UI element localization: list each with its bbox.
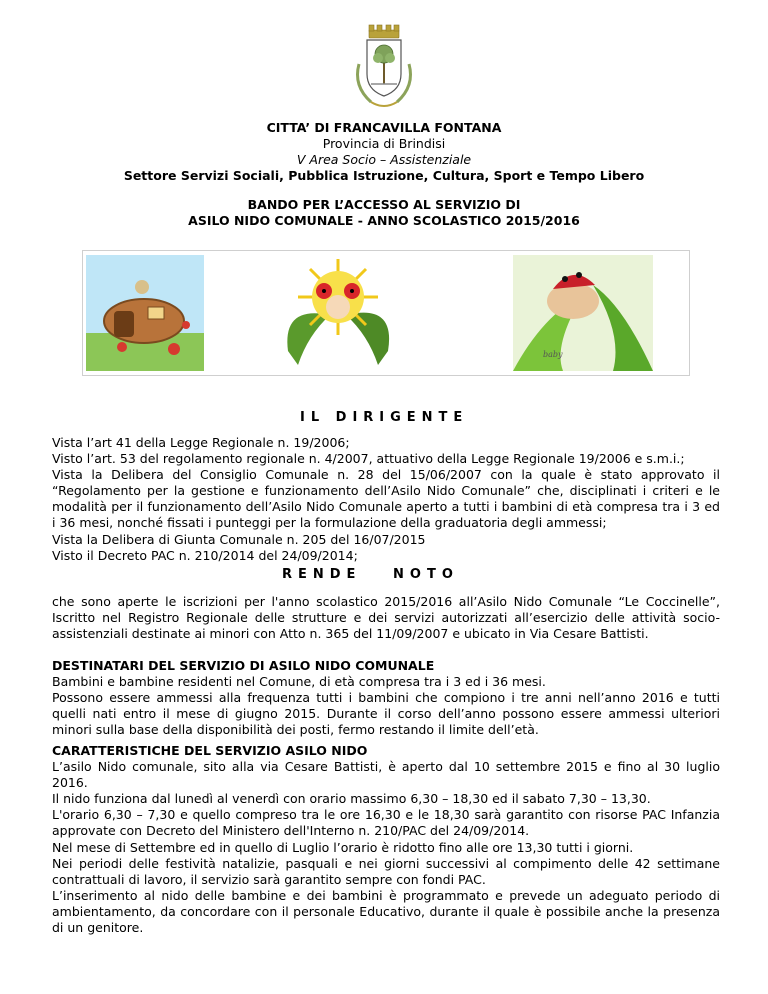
caratteristiche-line: L’asilo Nido comunale, sito alla via Cesare Battisti, è aperto dal 10 settembre 2015 e fino al 30 luglio 2016. [52,759,720,791]
title-line-2: ASILO NIDO COMUNALE - ANNO SCOLASTICO 2015/2016 [188,213,580,228]
log-house-illustration [86,255,204,371]
caratteristiche-section [52,743,720,936]
rende-noto-heading: RENDE NOTO [282,567,459,582]
city-name: CITTA’ DI FRANCAVILLA FONTANA [266,120,502,135]
destinatari-line: Bambini e bambine residenti nel Comune, di età compresa tra i 3 ed i 36 mesi. [52,674,546,690]
sector: Settore Servizi Sociali, Pubblica Istruzione, Cultura, Sport e Tempo Libero [123,168,645,183]
dirigente-section [52,435,720,564]
area: V Area Socio – Assistenziale [296,152,472,167]
dirigente-line: Vista l’art 41 della Legge Regionale n. 19/2006; [52,435,350,450]
dirigente-line: Vista la Delibera di Giunta Comunale n. 205 del 16/07/2015 [52,531,426,547]
caratteristiche-line: Nei periodi delle festività natalizie, pasquali e nei giorni successivi al compimento delle 42 settimane contrattuali di lavoro, il servizio sarà garantito sempre con fondi PAC. [52,855,720,887]
banner-caption: baby [543,350,563,359]
dirigente-line: Visto l’art. 53 del regolamento regionale n. 4/2007, attuativo della Legge Regionale 19/2006 e s.m.i.; [52,451,685,467]
caratteristiche-line: L’inserimento al nido delle bambine e dei bambini è programmato e prevede un adeguato periodo di ambientamento, da concordare con il personale Educativo, durante il quale è possibile anche la presenza di un genitore. [52,887,720,936]
sunflower-ladybugs-illustration [268,255,408,371]
dirigente-heading: IL DIRIGENTE [300,410,469,425]
dirigente-line: Visto il Decreto PAC n. 210/2014 del 24/09/2014; [52,547,358,563]
caratteristiche-line: L'orario 6,30 – 7,30 e quello compreso tra le ore 16,30 e le 18,30 sarà garantito con risorse PAC Infanzia approvate con Decreto del Ministero dell'Interno n. 210/PAC del 24/09/2014. [52,807,720,839]
destinatari-line: Possono essere ammessi alla frequenza tutti i bambini che compiono i tre anni nell’anno 2016 e tutti quelli nati entro il mese di giugno 2015. Durante il corso dell’anno possono essere ammessi ulteriori minori sulla base della disponibilità dei posti, fermo restando il limite dell’età. [52,690,720,738]
rende-noto-text: che sono aperte le iscrizioni per l'anno scolastico 2015/2016 all’Asilo Nido Comunale “Le Coccinelle”, Iscritto nel Registro Regionale delle strutture e dei servizi autorizzati all’esercizio delle attività socio-assistenziali destinate ai minori con Atto n. 365 del 11/09/2007 e ubicato in Via Cesare Battisti. [52,594,720,642]
destinatari-section [52,658,720,738]
sleeping-ladybug-illustration [513,255,653,371]
caratteristiche-line: Nel mese di Settembre ed in quello di Luglio l’orario è ridotto fino alle ore 13,30 tutti i giorni. [52,839,634,855]
title-line-1: BANDO PER L’ACCESSO AL SERVIZIO DI [247,197,521,212]
caratteristiche-line: Il nido funziona dal lunedì al venerdì con orario massimo 6,30 – 18,30 ed il sabato 7,30 – 13,30. [52,791,651,807]
destinatari-heading: DESTINATARI DEL SERVIZIO DI ASILO NIDO COMUNALE [52,658,435,673]
dirigente-line: Vista la Delibera del Consiglio Comunale n. 28 del 15/06/2007 con la quale è stato approvato il “Regolamento per la gestione e funzionamento dell’Asilo Nido Comunale” che, disciplinati i criteri e le modalità per il funzionamento dell’Asilo Nido Comunale aperto a tutti i bambini di età compresa tra i 3 ed i 36 mesi, nonché fissati i punteggi per la formulazione della graduatoria degli ammessi; [52,467,720,531]
illustration-banner [82,250,690,376]
province: Provincia di Brindisi [322,136,446,151]
caratteristiche-heading: CARATTERISTICHE DEL SERVIZIO ASILO NIDO [52,743,368,758]
city-crest-logo [349,24,419,112]
